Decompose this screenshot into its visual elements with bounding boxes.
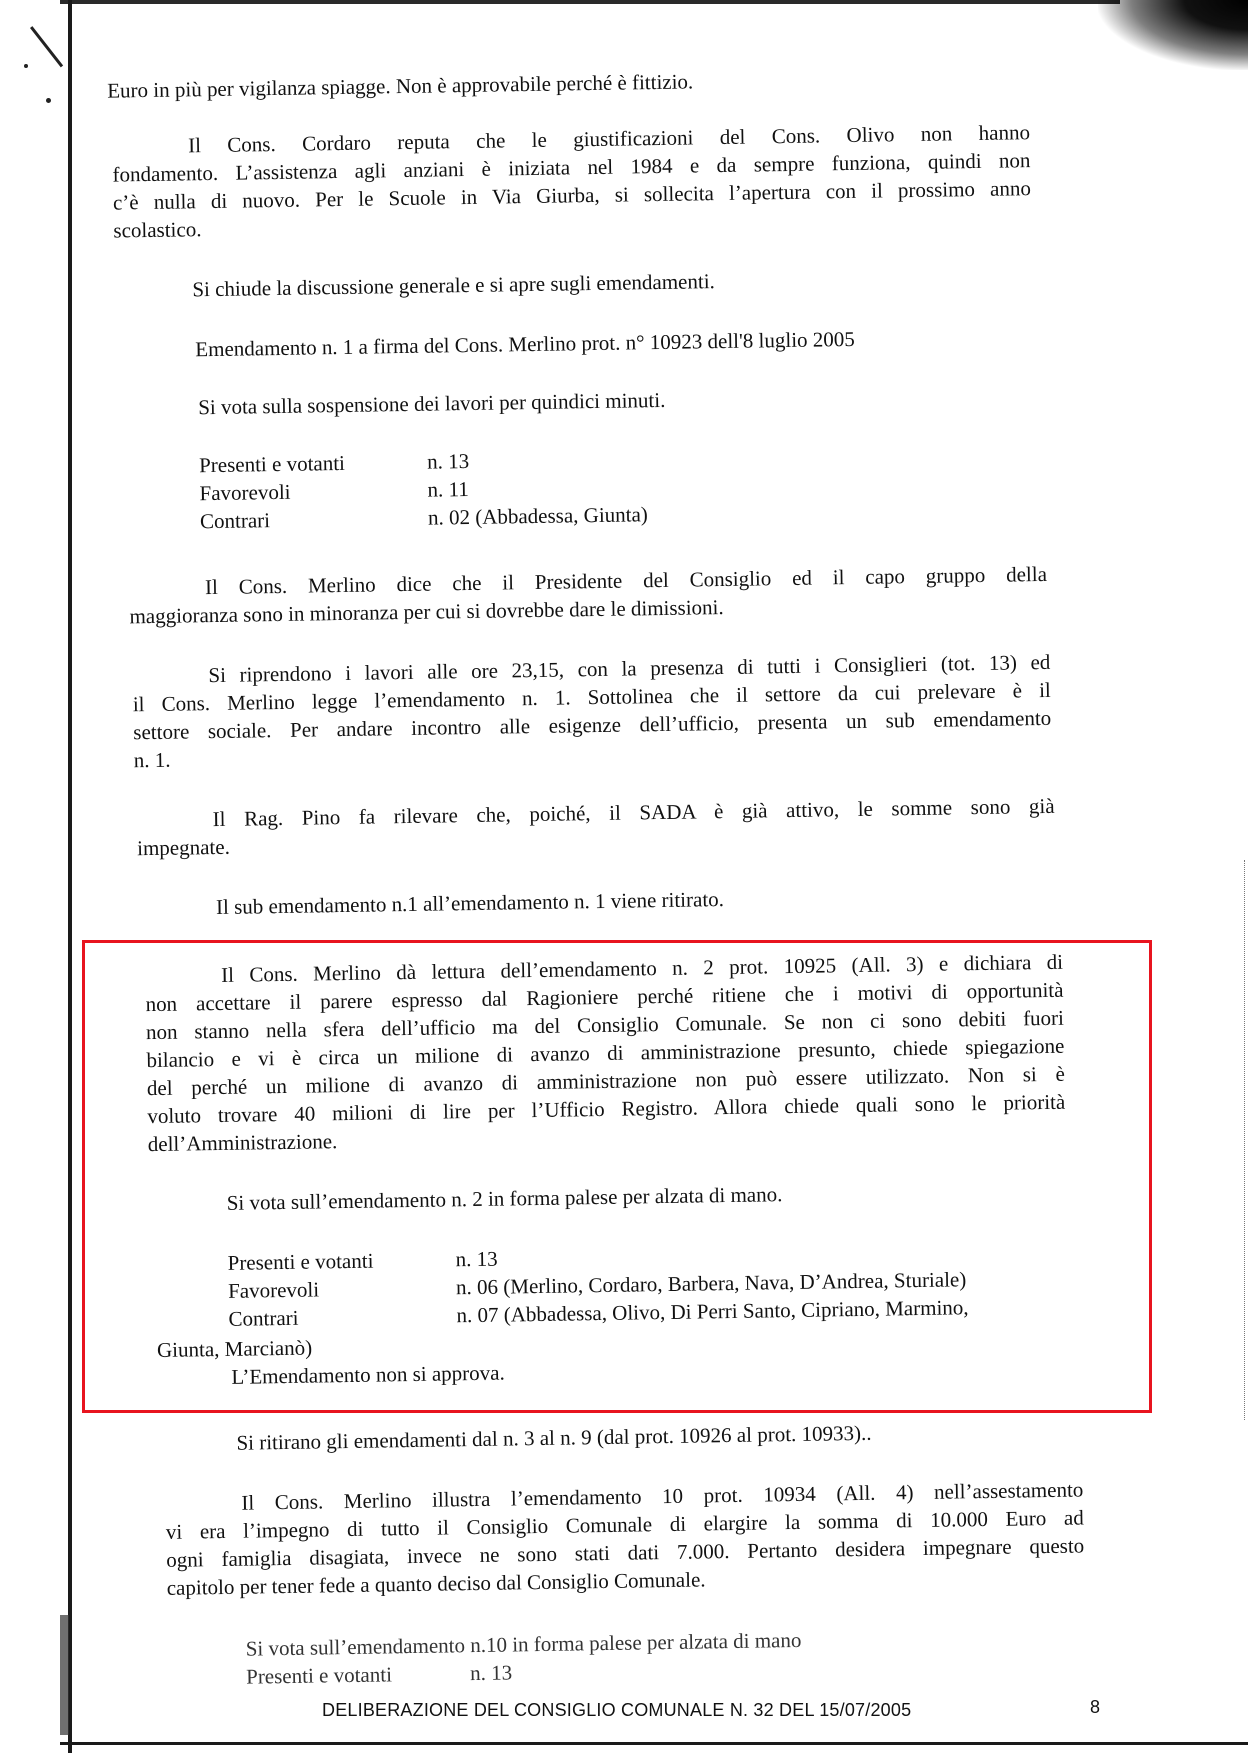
text-line: ogni famiglia disagiata, invece ne sono stati dati 7.000. Pertanto desidera impegnare questo: [166, 1533, 1085, 1572]
text-line: Il Cons. Merlino dà lettura dell’emendamento n. 2 prot. 10925 (All. 3) e dichiara di: [220, 949, 1064, 987]
vote-value: n. 11: [427, 477, 469, 502]
vote-value: n. 07 (Abbadessa, Olivo, Di Perri Santo, Cipriano, Marmino,: [456, 1295, 969, 1328]
text-line: Il sub emendamento n.1 all’emendamento n. 1 viene ritirato.: [215, 887, 725, 920]
text-line: voluto trovare 40 milioni di lire per l’Ufficio Registro. Allora chiede quali sono le priorità: [147, 1089, 1066, 1129]
vote-value: n. 02 (Abbadessa, Giunta): [427, 502, 649, 530]
text-line: Euro in più per vigilanza spiagge. Non è approvabile perché è fittizio.: [107, 69, 694, 103]
text-line: scolastico.: [113, 217, 202, 243]
text-line: non stanno nella sfera dell’ufficio ma del Consiglio Comunale. Se non ci sono debiti fuori: [145, 1005, 1065, 1045]
text-line: Il Cons. Cordaro reputa che le giustificazioni del Cons. Olivo non hanno: [187, 120, 1031, 158]
text-line: Si vota sull’emendamento n.10 in forma palese per alzata di mano: [245, 1627, 802, 1661]
text-line: impegnate.: [136, 834, 231, 861]
text-line: maggioranza sono in minoranza per cui si dovrebbe dare le dimissioni.: [129, 595, 724, 629]
vote-label: Presenti e votanti: [198, 450, 346, 478]
highlight-box: [82, 940, 1152, 1413]
text-line: settore sociale. Per andare incontro alle esigenze dell’ufficio, presenta un sub emendamento: [133, 705, 1052, 745]
text-line: dell’Amministrazione.: [147, 1129, 338, 1157]
text-line: Emendamento n. 1 a firma del Cons. Merlino prot. n° 10923 dell'8 luglio 2005: [195, 326, 856, 362]
vote-label: Contrari: [199, 508, 271, 534]
text-line: Giunta, Marcianò): [156, 1335, 313, 1363]
text-line: Il Rag. Pino fa rilevare che, poiché, il SADA è già attivo, le somme sono già: [212, 793, 1055, 832]
text-line: Il Cons. Merlino dice che il Presidente del Consiglio ed il capo gruppo della: [204, 561, 1048, 600]
vote-label: Favorevoli: [199, 479, 291, 506]
text-line: non accettare il parere espresso dal Ragioniere perché ritiene che i motivi di opportunità: [145, 977, 1064, 1017]
vote-label: Presenti e votanti: [227, 1248, 374, 1275]
text-line: Si chiude la discussione generale e si apre sugli emendamenti.: [192, 269, 715, 302]
vote-value: n. 06 (Merlino, Cordaro, Barbera, Nava, D’Andrea, Sturiale): [455, 1267, 967, 1300]
text-line: fondamento. L’assistenza agli anziani è iniziata nel 1984 e da sempre funziona, quindi non: [112, 148, 1031, 187]
text-line: Si riprendono i lavori alle ore 23,15, con la presenza di tutti i Consiglieri (tot. 13) ed: [208, 649, 1051, 688]
text-line: bilancio e vi è circa un milione di avanzo di amministrazione presunto, chiede spiegazione: [146, 1033, 1065, 1073]
vote-label: Favorevoli: [227, 1277, 320, 1303]
footer-text: DELIBERAZIONE DEL CONSIGLIO COMUNALE N. 32 DEL 15/07/2005: [322, 1700, 912, 1720]
text-line: Si vota sulla sospensione dei lavori per quindici minuti.: [198, 387, 666, 420]
vote-value: n. 13: [426, 449, 470, 474]
vote-result: L’Emendamento non si approva.: [231, 1360, 505, 1389]
text-line: c’è nulla di nuovo. Per le Scuole in Via Giurba, si sollecita l’apertura con il prossimo anno: [112, 176, 1032, 215]
text-line: il Cons. Merlino legge l’emendamento n. 1. Sottolinea che il settore da cui prelevare è il: [132, 677, 1051, 717]
text-line: Si ritirano gli emendamenti dal n. 3 al n. 9 (dal prot. 10926 al prot. 10933)..: [236, 1420, 872, 1455]
text-line: Si vota sull’emendamento n. 2 in forma palese per alzata di mano.: [226, 1182, 783, 1215]
vote-label: Presenti e votanti: [245, 1662, 393, 1689]
text-line: del perché un milione di avanzo di amministrazione non può essere utilizzato. Non si è: [146, 1061, 1065, 1101]
vote-label: Contrari: [228, 1305, 299, 1331]
text-line: capitolo per tener fede a quanto deciso dal Consiglio Comunale.: [166, 1567, 706, 1600]
text-line: vi era l’impegno di tutto il Consiglio Comunale di elargire la somma di 10.000 Euro ad: [165, 1505, 1084, 1544]
text-line: Il Cons. Merlino illustra l’emendamento 10 prot. 10934 (All. 4) nell’assestamento: [241, 1477, 1084, 1515]
text-line: n. 1.: [133, 747, 171, 773]
vote-value: n. 13: [455, 1246, 498, 1272]
page-number: 8: [1090, 1697, 1101, 1717]
vote-value: n. 13: [469, 1660, 513, 1686]
